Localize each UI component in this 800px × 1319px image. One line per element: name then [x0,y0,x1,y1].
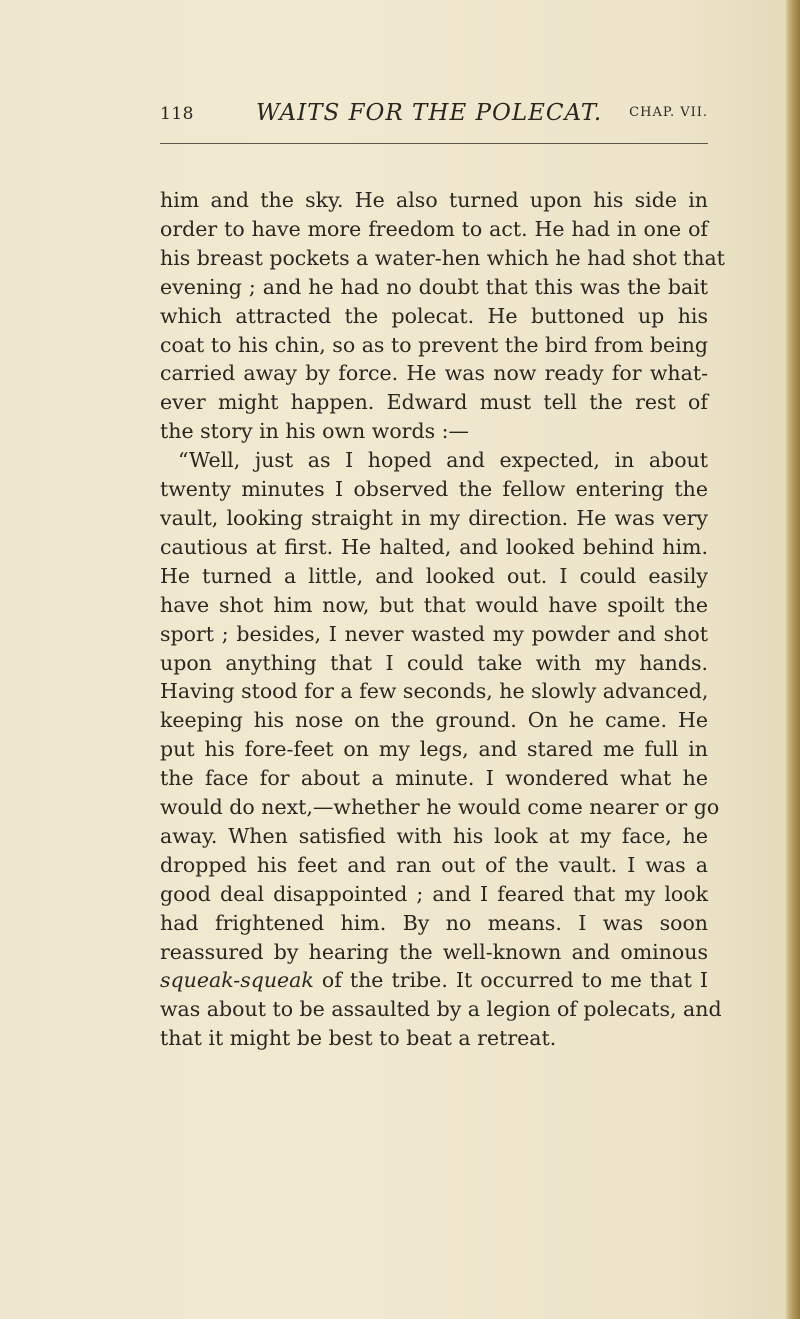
squeak-line [160,966,708,995]
chapter-label: CHAP. VII. [629,105,708,120]
text-line: would do next,—whether he would come nearer or go [160,795,720,820]
text-line: Having stood for a few seconds, he slowly advanced, [160,679,709,704]
text-line: twenty minutes I observed the fellow entering the [160,477,708,502]
running-title: WAITS FOR THE POLECAT. [256,100,603,126]
text-line: was about to be assaulted by a legion of polecats, and [160,997,722,1022]
text-line: coat to his chin, so as to prevent the bird from being [160,332,708,357]
text-line: He turned a little, and looked out. I could easily [160,563,708,588]
text-line: carried away by force. He was now ready for what- [160,361,708,386]
text-line: his breast pockets a water-hen which he had shot that [160,245,725,270]
text-line: vault, looking straight in my direction. He was very [160,505,708,530]
text-line: ever might happen. Edward must tell the rest of [160,390,708,415]
text-line: him and the sky. He also turned upon his side in [160,188,708,212]
squeak-squeak-text: squeak-squeak [160,968,314,993]
text-line: evening ; and he had no doubt that this was the bait [160,274,708,299]
final-text-line: that it might be best to beat a retreat. [160,1026,557,1051]
page-edge [786,0,800,1319]
text-line: cautious at first. He halted, and looked behind him. [160,534,708,559]
header-rule [160,143,708,144]
text-line: away. When satisfied with his look at my face, he [160,823,708,848]
text-line: which attracted the polecat. He buttoned up his [160,303,708,328]
body-text [160,186,725,1053]
text-line: dropped his feet and ran out of the vault. I was a [160,852,708,877]
text-line: the face for about a minute. I wondered what he [160,766,708,791]
text-line: have shot him now, but that would have spoilt the [160,592,708,617]
running-head [160,100,708,134]
text-line: upon anything that I could take with my hands. [160,650,708,675]
text-line: had frightened him. By no means. I was soon [160,910,708,935]
page-number: 118 [160,104,194,124]
paragraph-start-line: “Well, just as I hoped and expected, in about [178,448,708,473]
text-line: order to have more freedom to act. He had in one of [160,216,708,241]
text-line: keeping his nose on the ground. On he came. He [160,708,708,733]
text-line: sport ; besides, I never wasted my powder and shot [160,621,708,646]
text-line: put his fore-feet on my legs, and stared me full in [160,737,708,762]
text-line: the story in his own words :— [160,419,470,444]
squeak-line-rest: of the tribe. It occurred to me that I [313,968,708,993]
text-line: good deal disappointed ; and I feared that my look [160,881,708,906]
text-line: reassured by hearing the well-known and ominous [160,939,708,964]
